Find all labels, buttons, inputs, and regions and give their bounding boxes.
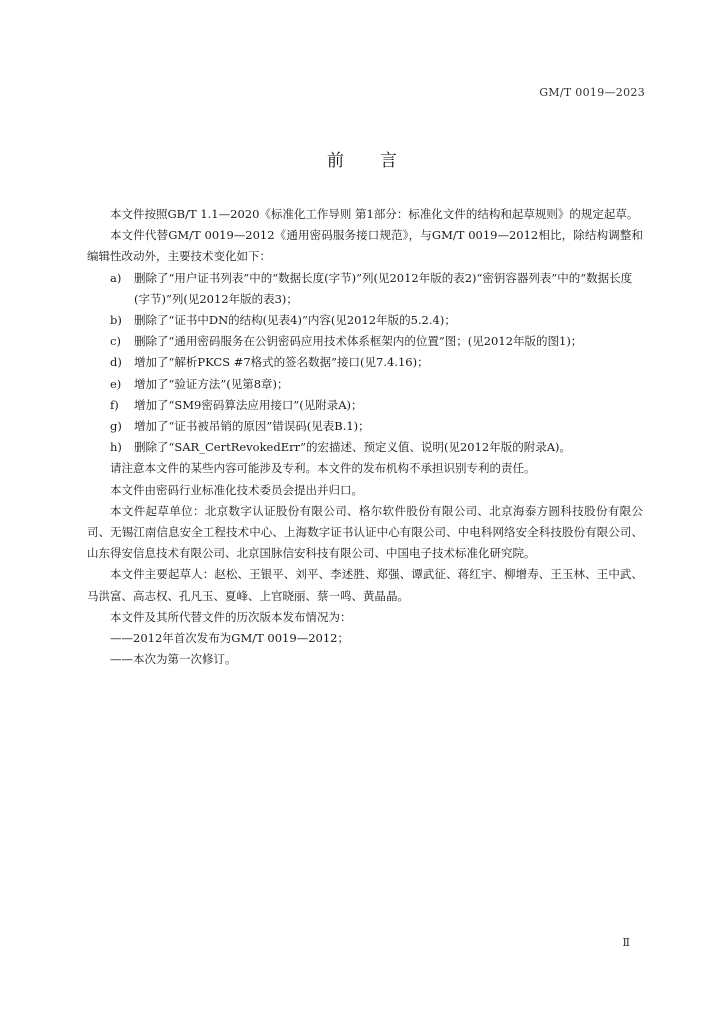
proposer-statement: 本文件由密码行业标准化技术委员会提出并归口。 xyxy=(110,482,363,497)
page-title: 前言 xyxy=(327,151,433,171)
list-marker: d) xyxy=(110,355,122,370)
list-marker: f) xyxy=(110,397,119,412)
list-item xyxy=(87,268,643,310)
list-item-text: 增加了“解析PKCS #7格式的签名数据”接口(见7.4.16)； xyxy=(134,355,429,370)
list-marker: h) xyxy=(110,440,122,455)
list-item-text: 增加了“验证方法”(见第8章)； xyxy=(134,376,289,391)
list-item-text: 删除了“证书中DN的结构(见表4)”内容(见2012年版的5.2.4)； xyxy=(134,313,456,328)
list-item-text: 删除了“通用密码服务在公钥密码应用技术体系框架内的位置”图；(见2012年版的图1)； xyxy=(134,334,583,349)
drafters: 本文件主要起草人：赵松、王银平、刘平、李述胜、郑强、谭武征、蒋红宇、柳增寿、王玉林、王中武、马洪富、高志权、孔凡玉、夏峰、上官晓丽、蔡一鸣、黄晶晶。 xyxy=(87,567,643,603)
list-item-text: 删除了“SAR_CertRevokedErr”的宏描述、预定义值、说明(见2012年版的附录A)。 xyxy=(134,440,572,455)
history-intro: 本文件及其所代替文件的历次版本发布情况为： xyxy=(110,609,352,624)
list-item xyxy=(87,437,643,458)
list-item xyxy=(87,395,643,416)
list-marker: e) xyxy=(110,376,122,391)
history-item: ——2012年首次发布为GM/T 0019—2012； xyxy=(110,631,349,646)
page-number: Ⅱ xyxy=(622,936,630,949)
list-item-text: 删除了“用户证书列表”中的“数据长度(字节)”列(见2012年版的表2)“密钥容器列表”中的“数据长度(字节)”列(见2012年版的表3)； xyxy=(134,270,633,306)
document-body xyxy=(87,204,643,670)
list-marker: a) xyxy=(110,270,122,285)
list-item-text: 增加了“SM9密码算法应用接口”(见附录A)； xyxy=(134,397,363,412)
list-item-text: 增加了“证书被吊销的原因”错误码(见表B.1)； xyxy=(134,419,370,434)
list-marker: c) xyxy=(110,334,121,349)
list-marker: g) xyxy=(110,419,122,434)
patent-notice: 请注意本文件的某些内容可能涉及专利。本文件的发布机构不承担识别专利的责任。 xyxy=(110,461,536,476)
drafting-units: 本文件起草单位：北京数字认证股份有限公司、格尔软件股份有限公司、北京海泰方圆科技股份有限公司、无锡江南信息安全工程技术中心、上海数字证书认证中心有限公司、中电科网络安全科技股份有限公司、山东得安信息技术有限公司、北京国脉信安科技有限公司、中国电子技术标准化研究院。 xyxy=(87,503,643,561)
history-item: ——本次为第一次修订。 xyxy=(110,652,237,667)
list-item xyxy=(87,352,643,373)
list-item xyxy=(87,310,643,331)
paragraph-replacement: 本文件代替GM/T 0019—2012《通用密码服务接口规范》，与GM/T 0019—2012相比，除结构调整和编辑性改动外，主要技术变化如下： xyxy=(87,228,643,264)
list-item xyxy=(87,374,643,395)
list-item xyxy=(87,416,643,437)
list-marker: b) xyxy=(110,313,122,328)
document-code: GM/T 0019—2023 xyxy=(539,86,645,99)
list-item xyxy=(87,331,643,352)
paragraph-drafting-rule: 本文件按照GB/T 1.1—2020《标准化工作导则 第1部分：标准化文件的结构和起草规则》的规定起草。 xyxy=(110,207,639,221)
